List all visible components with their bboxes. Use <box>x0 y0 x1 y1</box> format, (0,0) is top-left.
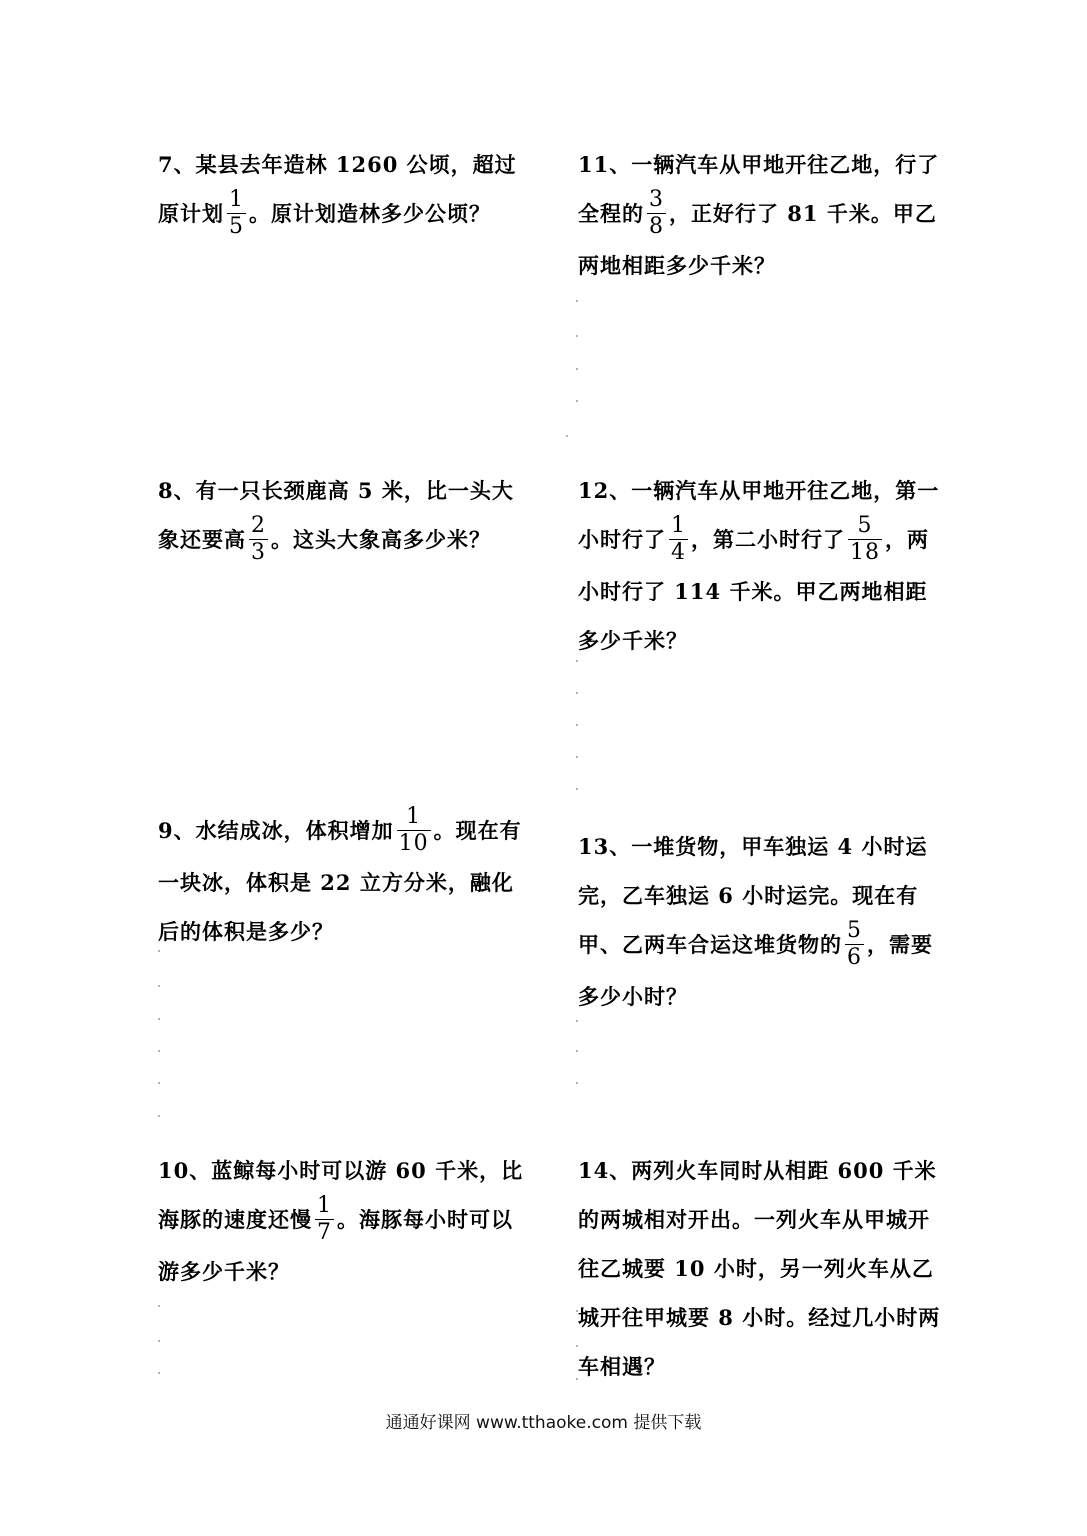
problem-11 <box>578 140 948 290</box>
answer-space-dot <box>576 368 578 370</box>
answer-space-dot <box>576 660 578 662</box>
fraction-numerator: 2 <box>251 513 266 538</box>
problem-text: 7、某县去年造林 1260 公顷，超过原计划 <box>158 152 517 226</box>
problem-text: 13、一堆货物，甲车独运 4 小时运完，乙车独运 6 小时运完。现在有甲、乙两车合运这堆货物的 <box>578 834 928 957</box>
problem-text: ，需要多少小时？ <box>578 932 933 1009</box>
answer-space-dot <box>566 435 568 437</box>
fraction <box>249 514 268 565</box>
fraction-numerator: 1 <box>229 187 244 212</box>
problem-13 <box>578 822 948 1021</box>
fraction-numerator: 1 <box>406 804 422 829</box>
problem-text: 。原计划造林多少公顷？ <box>249 201 491 226</box>
fraction-numerator: 5 <box>857 513 873 538</box>
problem-text: 8、有一只长颈鹿高 5 米，比一头大象还要高 <box>158 478 514 552</box>
problem-12 <box>578 466 948 665</box>
problem-text: 10、蓝鲸每小时可以游 60 千米，比海豚的速度还慢 <box>158 1158 524 1232</box>
answer-space-dot <box>158 1115 160 1117</box>
answer-space-dot <box>576 724 578 726</box>
fraction <box>845 919 864 970</box>
fraction <box>397 805 431 856</box>
answer-space-dot <box>576 788 578 790</box>
fraction <box>647 188 666 239</box>
fraction <box>669 514 688 565</box>
fraction-denominator: 10 <box>398 831 429 856</box>
fraction-numerator: 1 <box>671 513 686 538</box>
answer-space-dot <box>576 335 578 337</box>
fraction-denominator: 7 <box>317 1220 332 1245</box>
answer-space-dot <box>158 1305 160 1307</box>
answer-space-dot <box>576 1310 578 1312</box>
fraction-denominator: 5 <box>229 214 244 239</box>
problem-9 <box>158 806 528 956</box>
answer-space-dot <box>158 1082 160 1084</box>
answer-space-dot <box>576 1378 578 1380</box>
problem-text: 12、一辆汽车从甲地开往乙地，第一小时行了 <box>578 478 940 552</box>
fraction <box>848 514 882 565</box>
fraction-denominator: 4 <box>671 540 686 565</box>
footer-source: 通通好课网 www.tthaoke.com 提供下载 <box>385 1413 702 1433</box>
answer-space-dot <box>158 950 160 952</box>
problem-14 <box>578 1146 948 1391</box>
problem-text: ，两小时行了 114 千米。甲乙两地相距多少千米？ <box>578 527 929 653</box>
answer-space-dot <box>158 1018 160 1020</box>
problem-text: 。海豚每小时可以游多少千米？ <box>158 1207 513 1284</box>
answer-space-dot <box>158 1340 160 1342</box>
problem-text: ，第二小时行了 <box>691 527 845 552</box>
answer-space-dot <box>576 1345 578 1347</box>
fraction-denominator: 8 <box>649 214 664 239</box>
problem-text: ，正好行了 81 千米。甲乙两地相距多少千米？ <box>578 201 937 278</box>
answer-space-dot <box>158 1372 160 1374</box>
answer-space-dot <box>576 1050 578 1052</box>
fraction-denominator: 18 <box>850 540 880 565</box>
answer-space-dot <box>576 1082 578 1084</box>
fraction <box>227 188 246 239</box>
answer-space-dot <box>576 692 578 694</box>
fraction-numerator: 3 <box>649 187 664 212</box>
answer-space-dot <box>576 1020 578 1022</box>
answer-space-dot <box>158 1050 160 1052</box>
problem-10 <box>158 1146 528 1296</box>
problem-7 <box>158 140 528 241</box>
fraction-numerator: 1 <box>317 1193 332 1218</box>
answer-space-dot <box>576 400 578 402</box>
problem-text: 。现在有一块冰，体积是 22 立方分米，融化后的体积是多少？ <box>158 818 522 944</box>
problem-8 <box>158 466 528 567</box>
fraction <box>315 1194 334 1245</box>
answer-space-dot <box>158 985 160 987</box>
answer-space-dot <box>576 756 578 758</box>
answer-space-dot <box>576 300 578 302</box>
fraction-numerator: 5 <box>847 918 862 943</box>
problem-text: 9、水结成冰，体积增加 <box>158 818 394 843</box>
problem-text: 11、一辆汽车从甲地开往乙地，行了全程的 <box>578 152 940 226</box>
fraction-denominator: 3 <box>251 540 266 565</box>
fraction-denominator: 6 <box>847 945 862 970</box>
problem-text: 。这头大象高多少米？ <box>271 527 491 552</box>
problem-text: 14、两列火车同时从相距 600 千米的两城相对开出。一列火车从甲城开往乙城要 10 小时，另一列火车从乙城开往甲城要 8 小时。经过几小时两车相遇？ <box>578 1158 941 1379</box>
